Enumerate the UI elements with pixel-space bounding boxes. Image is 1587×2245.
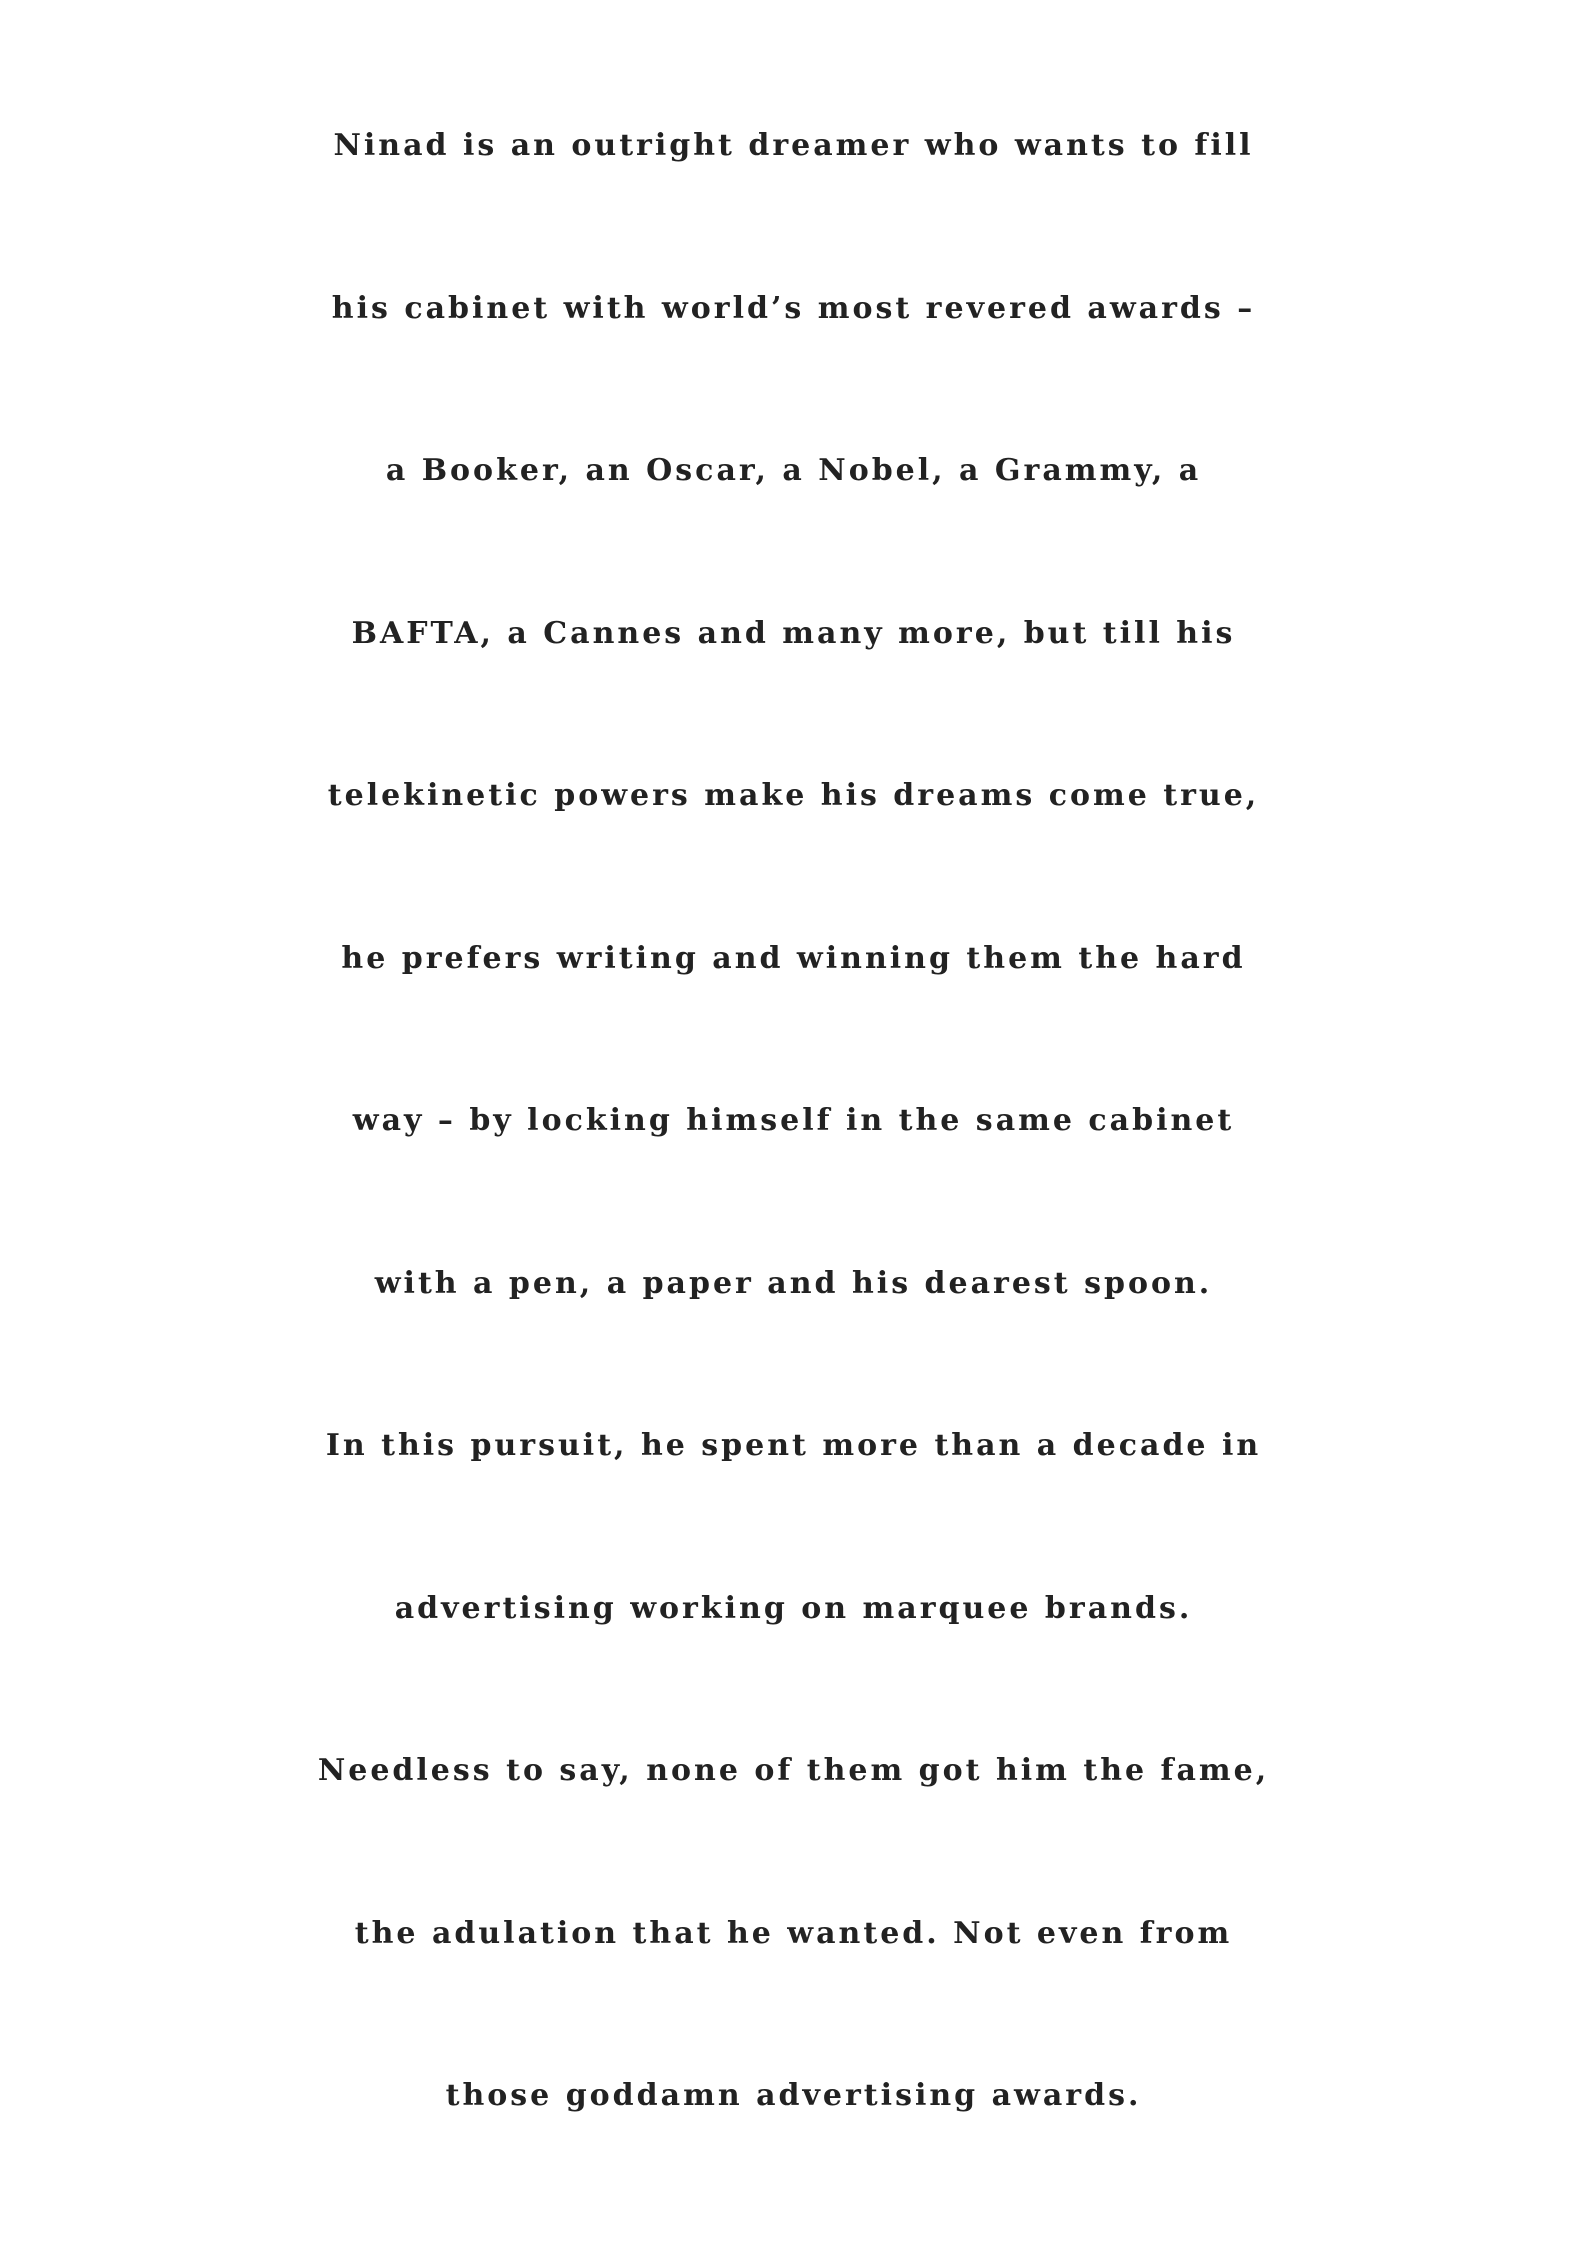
- text-line: Needless to say, none of them got him the fame,: [317, 1753, 1270, 1788]
- text-line: with a pen, a paper and his dearest spoon.: [374, 1265, 1213, 1301]
- text-line: his cabinet with world’s most revered awards –: [331, 290, 1256, 326]
- bio-text: [0, 65, 1587, 2178]
- text-line: a Booker, an Oscar, a Nobel, a Grammy, a: [385, 453, 1202, 488]
- text-line: he prefers writing and winning them the hard: [341, 940, 1246, 976]
- text-line: advertising working on marquee brands.: [394, 1590, 1193, 1626]
- text-line: Ninad is an outright dreamer who wants to fill: [333, 128, 1254, 163]
- text-line: those goddamn advertising awards.: [445, 2078, 1142, 2113]
- text-line: the adulation that he wanted. Not even from: [354, 1915, 1233, 1951]
- text-line: BAFTA, a Cannes and many more, but till his: [351, 615, 1236, 651]
- text-line: In this pursuit, he spent more than a decade in: [325, 1428, 1262, 1463]
- text-line: telekinetic powers make his dreams come true,: [327, 778, 1260, 813]
- text-line: way – by locking himself in the same cabinet: [352, 1103, 1235, 1138]
